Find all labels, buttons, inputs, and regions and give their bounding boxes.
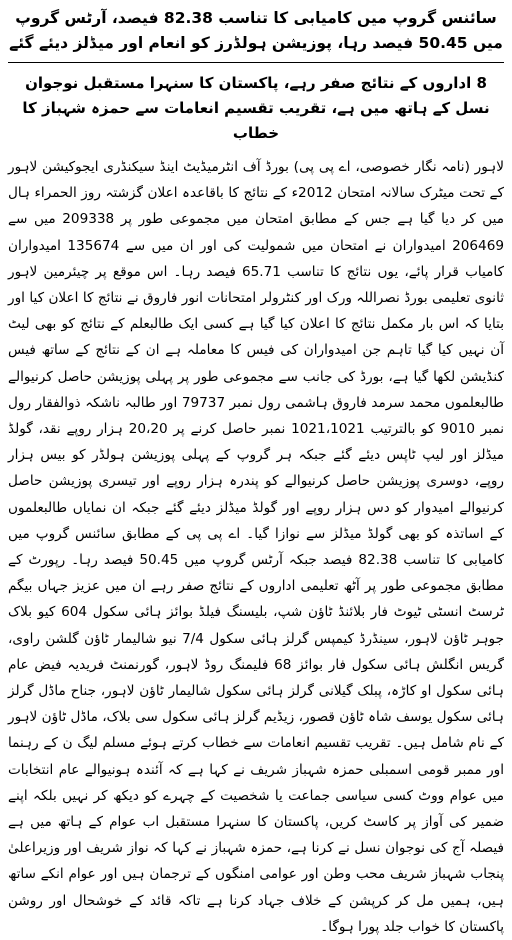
article-headline: سائنس گروپ میں کامیابی کا تناسب 82.38 فیصد، آرٹس گروپ میں 50.45 فیصد رہا، پوزیشن ہولڈرز کو انعام اور میڈلز دیئے گئے [9,9,503,52]
article-body: لاہور (نامہ نگار خصوصی، اے پی پی) بورڈ آف انٹرمیڈیٹ اینڈ سیکنڈری ایجوکیشن لاہور کے تحت میٹرک سالانہ امتحان 2012ء کے نتائج کا باقاعدہ اعلان گزشتہ روز الحمراء ہال میں کر دیا گیا ہے جس کے مطابق امتحان میں مجموعی طور پر 209338 میں سے 206469 امیدواران نے امتحان میں شمولیت کی اور ان میں سے 135674 امیدواران کامیاب قرار پائے، یوں نتائج کا تناسب 65.71 فیصد رہا۔ اس موقع پر چیئرمین لاہور ثانوی تعلیمی بورڈ نصراللہ ورک اور کنٹرولر امتحانات انور فاروق نے نتائج کا اعلان کیا اور بتایا کہ اس بار مکمل نتائج کا اعلان کیا گیا ہے کسی ایک طالبعلم کے نتائج کو بھی لیٹ آن نہیں کیا گیا تاہم جن امیدواران کی فیس کا معاملہ ہے ان کے نتائج کے ساتھ فیس کنڈیشن لکھا گیا ہے، بورڈ کی جانب سے مجموعی طور پر پہلی پوزیشن حاصل کرنیوالے طالبعلموں محمد سرمد فاروق ہاشمی رول نمبر 79737 اور طالبہ ناشکہ ذوالفقار رول نمبر 9010 کو بالترتیب 1021،1021 نمبر حاصل کرنے پر 20،20 ہزار روپے نقد، گولڈ میڈلز اور لیپ ٹاپس دیئے گئے جبکہ ہر گروپ کے پہلی پوزیشن ہولڈر کو بیس ہزار روپے، دوسری پوزیشن حاصل کرنیوالے کو پندرہ ہزار روپے اور تیسری پوزیشن حاصل کرنیوالے امیدوار کو دس ہزار روپے اور گولڈ میڈلز دیئے گئے جبکہ ان نمایاں طالبعلموں کے اساتذہ کو بھی گولڈ میڈلز سے نوازا گیا۔ اے پی پی کے مطابق سائنس گروپ میں کامیابی کا تناسب 82.38 فیصد جبکہ آرٹس گروپ میں 50.45 فیصد رہا۔ رپورٹ کے مطابق مجموعی طور پر آٹھ تعلیمی اداروں کے نتائج صفر رہے ان میں عزیز جہاں بیگم ٹرسٹ انسٹی ٹیوٹ فار بلائنڈ ٹاؤن شپ، بلیسنگ فیلڈ بوائز ہائی سکول 604 کیو بلاک جوہر ٹاؤن لاہور، سینڈرڈ کیمپس گرلز ہائی سکول 7/4 نیو شالیمار ٹاؤن گلشن راوی، گریس انگلش ہائی سکول فار بوائز 68 فلیمنگ روڈ لاہور، گورنمنٹ فریدیہ فیض عام ہائی سکول او کاڑہ، پبلک گیلانی گرلز ہائی سکول شالیمار ٹاؤن لاہور، جناح ماڈل گرلز ہائی سکول یوسف شاہ ٹاؤن قصور، زیڈیم گرلز ہائی سکول سی بلاک، ماڈل ٹاؤن لاہور کے نام شامل ہیں۔ تقریب تقسیم انعامات سے خطاب کرتے ہوئے مسلم لیگ ن کے رہنما اور ممبر قومی اسمبلی حمزہ شہباز شریف نے کہا ہے کہ آئندہ ہونیوالے عام انتخابات میں عوام ووٹ کسی سیاسی جماعت یا شخصیت کے چہرے کو دیکھ کر نہیں بلکہ اپنے ضمیر کی آواز پر کاسٹ کریں، پاکستان کا سنہرا مستقبل اب عوام کے ہاتھ میں ہے فیصلہ آج کی نوجوان نسل نے کرنا ہے، حمزہ شہباز نے کہا کہ نواز شریف اور وزیراعلیٰ پنجاب شہباز شریف محب وطن اور عوامی امنگوں کے ترجمان ہیں اور عوام انکے ساتھ ہیں، ہمیں مل کر کرپشن کے خلاف جہاد کرنا ہے تاکہ قائد کے خوشحال اور روشن پاکستان کا خواب جلد پورا ہوگا۔ [8,159,505,935]
headline-divider [8,62,504,63]
article-subheadline: 8 اداروں کے نتائج صفر رہے، پاکستان کا سنہرا مستقبل نوجوان نسل کے ہاتھ میں ہے، تقریب تقسیم انعامات سے حمزہ شہباز کا خطاب [22,74,490,142]
